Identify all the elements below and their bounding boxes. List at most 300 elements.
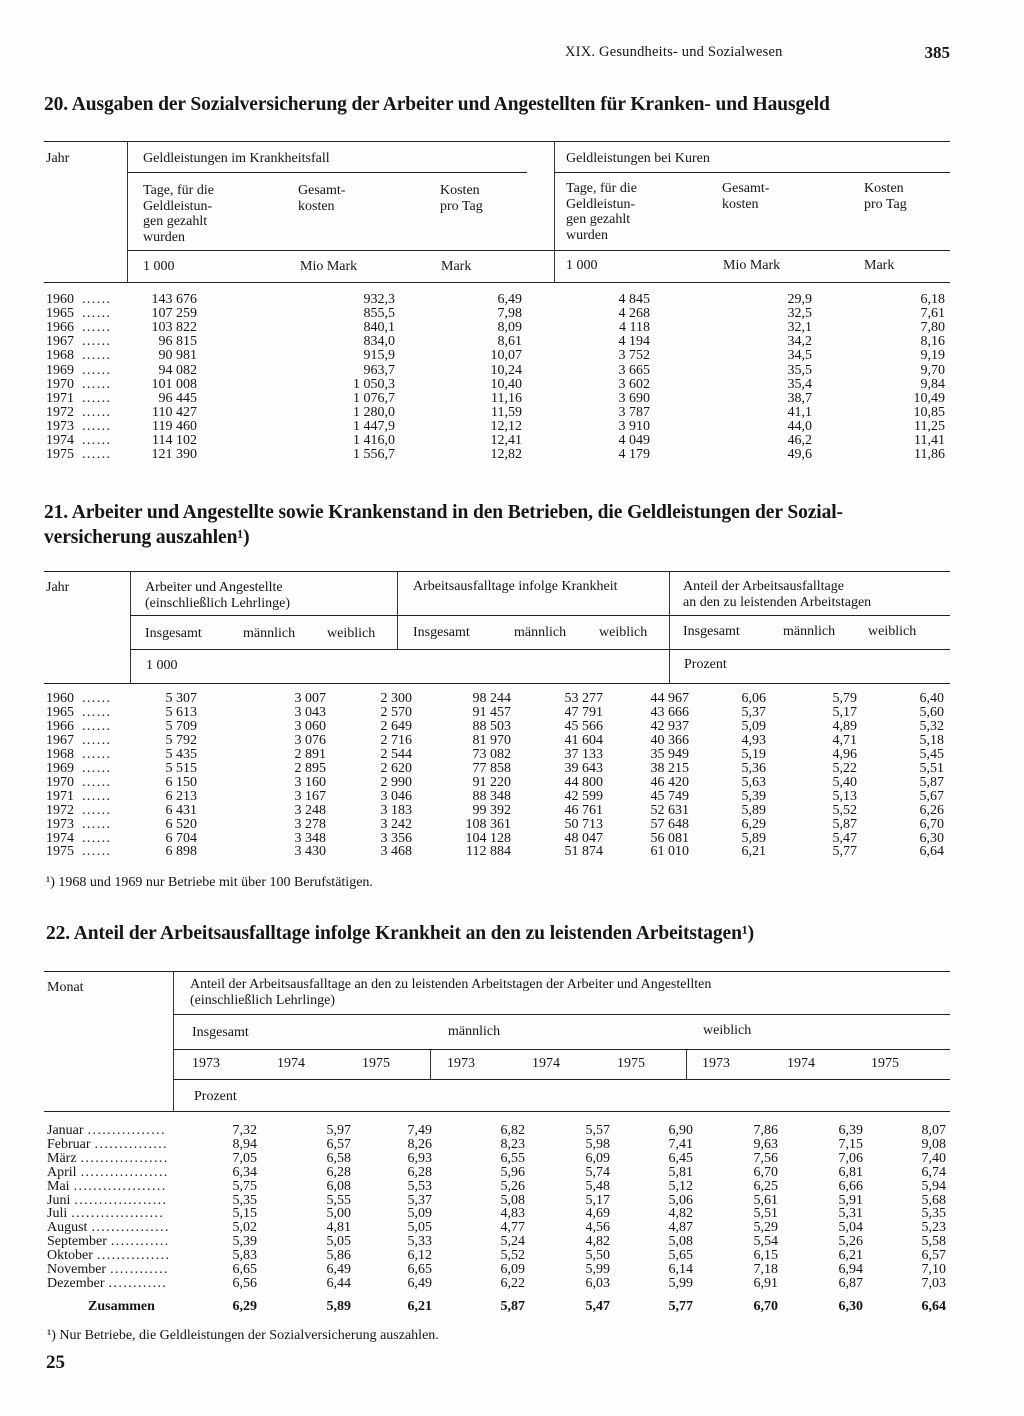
share-total-cell: 5,37 <box>741 704 766 720</box>
male-1974-cell: 4,82 <box>585 1234 610 1250</box>
total-1974-cell: 6,08 <box>326 1178 351 1194</box>
total-cost-cell: 855,5 <box>363 306 395 322</box>
year-cell: 1968 <box>46 348 74 364</box>
sickdays-female-cell: 57 648 <box>650 816 689 832</box>
leader-dots: ................... <box>71 1206 165 1222</box>
days-cell: 103 822 <box>151 320 197 336</box>
total-cost-cell: 1 076,7 <box>353 390 395 406</box>
year-cell: 1968 <box>46 746 74 762</box>
sickdays-female-cell: 43 666 <box>650 704 689 720</box>
table-row <box>46 845 952 859</box>
month-cell: Dezember <box>47 1275 105 1291</box>
total-1975-cell: 6,28 <box>407 1164 432 1180</box>
female-1975-cell: 5,58 <box>921 1234 946 1250</box>
total-1974-cell: 5,55 <box>326 1192 351 1208</box>
table-20-group-sickness: Geldleistungen im Krankheitsfall <box>143 151 330 166</box>
month-cell: Juli <box>47 1206 68 1222</box>
table-22-unit-rule <box>173 1079 950 1080</box>
share-female-cell: 6,26 <box>919 802 944 818</box>
female-1973-cell: 5,51 <box>753 1206 778 1222</box>
page-number: 385 <box>924 43 950 62</box>
cure-total-cell: 49,6 <box>787 447 812 463</box>
female-1973-cell: 5,29 <box>753 1220 778 1236</box>
table-row <box>47 1277 950 1291</box>
sickdays-total-cell: 91 220 <box>472 774 511 790</box>
share-male-cell: 5,77 <box>832 844 857 860</box>
sickdays-male-cell: 41 604 <box>564 732 603 748</box>
leader-dots: ...... <box>82 362 112 378</box>
workers-male-cell: 2 895 <box>294 760 326 776</box>
sickdays-total-cell: 108 361 <box>465 816 511 832</box>
share-female-cell: 6,64 <box>919 844 944 860</box>
cure-total-cell: 38,7 <box>787 390 812 406</box>
year-cell: 1972 <box>46 802 74 818</box>
month-cell: April <box>47 1164 77 1180</box>
leader-dots: ................... <box>74 1192 168 1208</box>
sickdays-total-cell: 104 128 <box>465 830 511 846</box>
share-male-cell: 5,52 <box>832 802 857 818</box>
cost-per-day-cell: 6,49 <box>497 292 522 307</box>
sickdays-total-cell: 73 082 <box>472 746 511 762</box>
leader-dots: ...... <box>82 334 112 350</box>
table-20-body-rule <box>44 282 950 283</box>
year-cell: 1973 <box>46 418 74 434</box>
table-21-group-workers: Arbeiter und Angestellte (einschließlich Lehrlinge) <box>145 580 290 611</box>
female-1975-cell: 5,68 <box>921 1192 946 1208</box>
total-cost-cell: 1 556,7 <box>353 447 395 463</box>
table-row <box>46 448 952 462</box>
sickdays-male-cell: 53 277 <box>564 691 603 706</box>
sickdays-male-cell: 39 643 <box>564 760 603 776</box>
cure-days-cell: 4 118 <box>619 320 650 336</box>
female-1973-cell: 9,63 <box>753 1136 778 1152</box>
table-21-body-rule <box>44 683 950 684</box>
table-20-unit: Mio Mark <box>300 259 358 274</box>
workers-total-cell: 6 431 <box>165 802 197 818</box>
workers-female-cell: 2 300 <box>380 691 412 706</box>
month-cell: Januar <box>47 1123 84 1138</box>
workers-female-cell: 3 046 <box>380 788 412 804</box>
male-1974-cell: 5,57 <box>585 1123 610 1138</box>
month-cell: November <box>47 1262 107 1277</box>
workers-male-cell: 3 160 <box>294 774 326 790</box>
total-label: Zusammen <box>88 1299 155 1314</box>
total-1975-cell: 6,49 <box>407 1275 432 1291</box>
year-cell: 1966 <box>46 718 74 734</box>
female-1974-cell: 6,21 <box>838 1248 863 1264</box>
share-total-cell: 5,39 <box>741 788 766 804</box>
days-cell: 94 082 <box>158 362 197 378</box>
table-21-divider <box>669 571 670 684</box>
total-cost-cell: 1 416,0 <box>353 433 395 448</box>
table-row <box>47 1207 950 1221</box>
total-1975-cell: 5,09 <box>407 1206 432 1222</box>
female-1973-cell: 5,61 <box>753 1192 778 1208</box>
leader-dots: ...... <box>82 844 112 860</box>
running-header <box>565 44 950 66</box>
table-21-title <box>44 500 950 550</box>
table-row <box>46 734 952 748</box>
leader-dots: .................. <box>80 1150 169 1166</box>
leader-dots: ...... <box>82 746 112 762</box>
cure-per-day-cell: 9,19 <box>920 348 945 364</box>
male-1974-cell: 5,47 <box>585 1299 610 1314</box>
year-cell: 1971 <box>46 390 74 406</box>
sickdays-total-cell: 98 244 <box>472 691 511 706</box>
table-21-header-total: Insgesamt <box>413 625 470 640</box>
total-1974-cell: 5,97 <box>326 1123 351 1138</box>
share-female-cell: 6,40 <box>919 691 944 706</box>
days-cell: 121 390 <box>151 447 197 463</box>
male-1974-cell: 6,03 <box>585 1275 610 1291</box>
sickdays-female-cell: 44 967 <box>650 691 689 706</box>
year-header: 1974 <box>532 1056 560 1071</box>
table-row <box>46 321 952 335</box>
total-1975-cell: 5,33 <box>407 1234 432 1250</box>
female-1974-cell: 6,30 <box>838 1299 863 1314</box>
sickdays-male-cell: 46 761 <box>564 802 603 818</box>
table-20-unit-rule <box>127 250 950 251</box>
table-row <box>46 818 952 832</box>
leader-dots: ...... <box>82 774 112 790</box>
year-cell: 1974 <box>46 433 74 448</box>
cure-per-day-cell: 10,85 <box>913 404 945 420</box>
table-21-header-female: weiblich <box>868 624 917 639</box>
table-22-title: 22. Anteil der Arbeitsausfalltage infolge Krankheit an den zu leistenden Arbeitstagen¹) <box>46 923 754 944</box>
cure-total-cell: 34,2 <box>787 334 812 350</box>
table-20-header-perday-cures: Kosten pro Tag <box>864 181 907 212</box>
table-row <box>46 832 952 846</box>
total-cost-cell: 932,3 <box>363 292 395 307</box>
sickdays-total-cell: 91 457 <box>472 704 511 720</box>
table-22-divider <box>686 1049 687 1079</box>
cost-per-day-cell: 10,24 <box>490 362 522 378</box>
total-1974-cell: 5,00 <box>326 1206 351 1222</box>
male-1973-cell: 6,09 <box>500 1262 525 1277</box>
leader-dots: ...... <box>82 704 112 720</box>
table-21-subheader-rule <box>130 615 950 616</box>
leader-dots: ...... <box>82 447 112 463</box>
table-row <box>46 692 952 706</box>
sickdays-male-cell: 51 874 <box>564 844 603 860</box>
table-row <box>47 1300 950 1314</box>
days-cell: 90 981 <box>158 348 197 364</box>
male-1974-cell: 5,17 <box>585 1192 610 1208</box>
table-21-unit: Prozent <box>684 657 727 672</box>
share-male-cell: 5,47 <box>832 830 857 846</box>
table-row <box>46 434 952 448</box>
share-male-cell: 4,71 <box>832 732 857 748</box>
year-cell: 1967 <box>46 732 74 748</box>
month-cell: August <box>47 1220 88 1236</box>
leader-dots: ...... <box>82 292 112 307</box>
share-total-cell: 6,21 <box>741 844 766 860</box>
table-row <box>47 1235 950 1249</box>
total-1974-cell: 6,44 <box>326 1275 351 1291</box>
workers-female-cell: 2 620 <box>380 760 412 776</box>
male-1973-cell: 5,52 <box>500 1248 525 1264</box>
workers-male-cell: 3 076 <box>294 732 326 748</box>
female-1975-cell: 5,94 <box>921 1178 946 1194</box>
table-20-header-total-cures: Gesamt- kosten <box>722 181 770 212</box>
leader-dots: ...... <box>82 718 112 734</box>
leader-dots: ................ <box>91 1220 170 1236</box>
table-row <box>46 335 952 349</box>
total-1974-cell: 6,57 <box>326 1136 351 1152</box>
sickdays-female-cell: 52 631 <box>650 802 689 818</box>
cure-days-cell: 4 268 <box>618 306 650 322</box>
share-total-cell: 4,93 <box>741 732 766 748</box>
total-1975-cell: 6,65 <box>407 1262 432 1277</box>
share-male-cell: 5,22 <box>832 760 857 776</box>
leader-dots: ...... <box>82 760 112 776</box>
table-row <box>47 1180 950 1194</box>
workers-total-cell: 5 709 <box>165 718 197 734</box>
year-cell: 1970 <box>46 774 74 790</box>
female-1975-cell: 8,07 <box>921 1123 946 1138</box>
table-22-group: Anteil der Arbeitsausfalltage an den zu leistenden Arbeitstagen der Arbeiter und Angestellten (einschließlich Lehrlinge) <box>190 977 712 1008</box>
cure-total-cell: 46,2 <box>787 433 812 448</box>
table-row <box>46 349 952 363</box>
year-cell: 1975 <box>46 844 74 860</box>
year-cell: 1974 <box>46 830 74 846</box>
table-row <box>46 378 952 392</box>
female-1974-cell: 5,91 <box>838 1192 863 1208</box>
table-row <box>46 307 952 321</box>
cure-total-cell: 32,5 <box>787 306 812 322</box>
female-1974-cell: 6,87 <box>838 1275 863 1291</box>
share-female-cell: 6,30 <box>919 830 944 846</box>
cure-days-cell: 4 845 <box>618 292 650 307</box>
year-cell: 1960 <box>46 691 74 706</box>
workers-total-cell: 6 213 <box>165 788 197 804</box>
cure-per-day-cell: 11,41 <box>914 433 945 448</box>
table-row <box>47 1152 950 1166</box>
cost-per-day-cell: 10,40 <box>490 376 522 392</box>
sickdays-male-cell: 45 566 <box>564 718 603 734</box>
workers-total-cell: 5 515 <box>165 760 197 776</box>
year-cell: 1969 <box>46 760 74 776</box>
share-male-cell: 4,89 <box>832 718 857 734</box>
total-cost-cell: 1 447,9 <box>353 418 395 434</box>
table-row <box>46 776 952 790</box>
table-22-body-rule <box>44 1111 950 1112</box>
male-1973-cell: 6,55 <box>500 1150 525 1166</box>
cure-total-cell: 29,9 <box>787 292 812 307</box>
male-1975-cell: 5,65 <box>668 1248 693 1264</box>
workers-female-cell: 2 570 <box>380 704 412 720</box>
table-row <box>47 1194 950 1208</box>
table-21-header-total: Insgesamt <box>145 626 202 641</box>
days-cell: 114 102 <box>152 433 197 448</box>
table-20-group-rule <box>127 172 527 173</box>
total-1974-cell: 6,49 <box>326 1262 351 1277</box>
female-1975-cell: 5,23 <box>921 1220 946 1236</box>
female-1974-cell: 7,06 <box>838 1150 863 1166</box>
table-21-header-male: männlich <box>243 626 296 641</box>
share-male-cell: 5,40 <box>832 774 857 790</box>
workers-male-cell: 3 167 <box>294 788 326 804</box>
table-22-top-rule <box>44 971 950 972</box>
table-21-year-header: Jahr <box>46 580 70 595</box>
workers-male-cell: 3 060 <box>294 718 326 734</box>
total-1973-cell: 5,39 <box>232 1234 257 1250</box>
female-1974-cell: 5,04 <box>838 1220 863 1236</box>
cure-days-cell: 3 690 <box>618 390 650 406</box>
year-cell: 1960 <box>46 292 74 307</box>
total-1975-cell: 7,49 <box>407 1123 432 1138</box>
table-20-unit: Mio Mark <box>723 258 781 273</box>
table-22-divider <box>173 971 174 1112</box>
cost-per-day-cell: 12,82 <box>490 447 522 463</box>
male-1975-cell: 5,77 <box>668 1299 693 1314</box>
cure-per-day-cell: 11,25 <box>914 418 945 434</box>
sickdays-total-cell: 99 392 <box>472 802 511 818</box>
workers-male-cell: 2 891 <box>294 746 326 762</box>
table-20-year-header: Jahr <box>46 151 70 166</box>
total-1973-cell: 5,35 <box>232 1192 257 1208</box>
year-header: 1975 <box>871 1056 899 1071</box>
cure-per-day-cell: 9,70 <box>920 362 945 378</box>
male-1975-cell: 4,87 <box>668 1220 693 1236</box>
male-1973-cell: 5,08 <box>500 1192 525 1208</box>
total-1973-cell: 6,29 <box>232 1299 257 1314</box>
workers-female-cell: 2 990 <box>380 774 412 790</box>
table-row <box>47 1166 950 1180</box>
cure-days-cell: 3 787 <box>618 404 650 420</box>
sickdays-male-cell: 48 047 <box>564 830 603 846</box>
sickdays-female-cell: 42 937 <box>650 718 689 734</box>
male-1974-cell: 5,98 <box>585 1136 610 1152</box>
leader-dots: ...... <box>82 802 112 818</box>
year-header: 1973 <box>702 1056 730 1071</box>
leader-dots: ...... <box>82 320 112 336</box>
workers-female-cell: 3 183 <box>380 802 412 818</box>
sickdays-total-cell: 88 503 <box>472 718 511 734</box>
table-row <box>46 420 952 434</box>
male-1974-cell: 5,48 <box>585 1178 610 1194</box>
table-20-unit: 1 000 <box>143 259 175 274</box>
table-row <box>46 293 952 307</box>
cure-days-cell: 3 602 <box>618 376 650 392</box>
leader-dots: ............ <box>110 1262 169 1277</box>
table-row <box>46 720 952 734</box>
table-row <box>47 1138 950 1152</box>
total-1975-cell: 8,26 <box>407 1136 432 1152</box>
sickdays-female-cell: 40 366 <box>650 732 689 748</box>
share-female-cell: 5,60 <box>919 704 944 720</box>
table-20-unit: Mark <box>441 259 472 274</box>
sickdays-male-cell: 47 791 <box>564 704 603 720</box>
table-row <box>46 762 952 776</box>
sickdays-total-cell: 81 970 <box>472 732 511 748</box>
table-21-divider <box>397 571 398 649</box>
days-cell: 96 445 <box>158 390 197 406</box>
table-21-unit-rule <box>130 649 950 650</box>
table-20-header-days: Tage, für die Geldleistun- gen gezahlt wurden <box>143 183 214 245</box>
total-cost-cell: 1 280,0 <box>353 404 395 420</box>
sickdays-total-cell: 77 858 <box>472 760 511 776</box>
female-1974-cell: 6,81 <box>838 1164 863 1180</box>
table-21-title-line-1: 21. Arbeiter und Angestellte sowie Krankenstand in den Betrieben, die Geldleistungen der Sozial- <box>44 502 843 523</box>
female-1973-cell: 6,70 <box>753 1299 778 1314</box>
year-cell: 1965 <box>46 704 74 720</box>
table-row <box>46 364 952 378</box>
male-1975-cell: 6,45 <box>668 1150 693 1166</box>
male-1975-cell: 6,90 <box>668 1123 693 1138</box>
male-1973-cell: 5,24 <box>500 1234 525 1250</box>
table-row <box>46 406 952 420</box>
leader-dots: ...... <box>82 306 112 322</box>
total-cost-cell: 840,1 <box>363 320 395 336</box>
total-1974-cell: 6,28 <box>326 1164 351 1180</box>
table-row <box>47 1249 950 1263</box>
cost-per-day-cell: 8,61 <box>497 334 522 350</box>
share-total-cell: 5,89 <box>741 830 766 846</box>
cure-total-cell: 32,1 <box>787 320 812 336</box>
cost-per-day-cell: 8,09 <box>497 320 522 336</box>
table-22-year-rule <box>173 1049 950 1050</box>
table-20-header-total: Gesamt- kosten <box>298 183 346 214</box>
days-cell: 119 460 <box>152 418 197 434</box>
female-1974-cell: 6,39 <box>838 1123 863 1138</box>
leader-dots: ...... <box>82 418 112 434</box>
sickdays-female-cell: 46 420 <box>650 774 689 790</box>
table-row <box>47 1263 950 1277</box>
table-21-body <box>46 692 952 862</box>
year-cell: 1973 <box>46 816 74 832</box>
leader-dots: ...... <box>82 732 112 748</box>
workers-male-cell: 3 430 <box>294 844 326 860</box>
year-header: 1975 <box>362 1056 390 1071</box>
year-header: 1974 <box>277 1056 305 1071</box>
cure-total-cell: 35,5 <box>787 362 812 378</box>
table-22-divider <box>430 1049 431 1079</box>
cost-per-day-cell: 11,16 <box>491 390 522 406</box>
cure-days-cell: 4 049 <box>618 433 650 448</box>
total-1973-cell: 6,56 <box>232 1275 257 1291</box>
female-1974-cell: 5,26 <box>838 1234 863 1250</box>
table-21-header-female: weiblich <box>327 626 376 641</box>
workers-total-cell: 6 898 <box>165 844 197 860</box>
male-1974-cell: 4,56 <box>585 1220 610 1236</box>
share-female-cell: 6,70 <box>919 816 944 832</box>
share-total-cell: 5,19 <box>741 746 766 762</box>
male-1975-cell: 5,99 <box>668 1275 693 1291</box>
table-22-body <box>47 1124 950 1294</box>
table-20-divider <box>127 141 128 283</box>
year-cell: 1971 <box>46 788 74 804</box>
male-1975-cell: 5,12 <box>668 1178 693 1194</box>
leader-dots: ...... <box>82 376 112 392</box>
leader-dots: ............... <box>96 1248 171 1264</box>
cure-days-cell: 3 665 <box>618 362 650 378</box>
table-21-header-male: männlich <box>514 625 567 640</box>
share-female-cell: 5,67 <box>919 788 944 804</box>
month-cell: September <box>47 1234 107 1250</box>
female-1973-cell: 5,54 <box>753 1234 778 1250</box>
workers-total-cell: 6 704 <box>165 830 197 846</box>
month-cell: Oktober <box>47 1248 93 1264</box>
female-1973-cell: 7,18 <box>753 1262 778 1277</box>
total-1975-cell: 6,21 <box>407 1299 432 1314</box>
total-cost-cell: 963,7 <box>363 362 395 378</box>
leader-dots: ...... <box>82 788 112 804</box>
days-cell: 107 259 <box>151 306 197 322</box>
female-1973-cell: 7,56 <box>753 1150 778 1166</box>
female-1973-cell: 6,15 <box>753 1248 778 1264</box>
days-cell: 143 676 <box>151 292 197 307</box>
